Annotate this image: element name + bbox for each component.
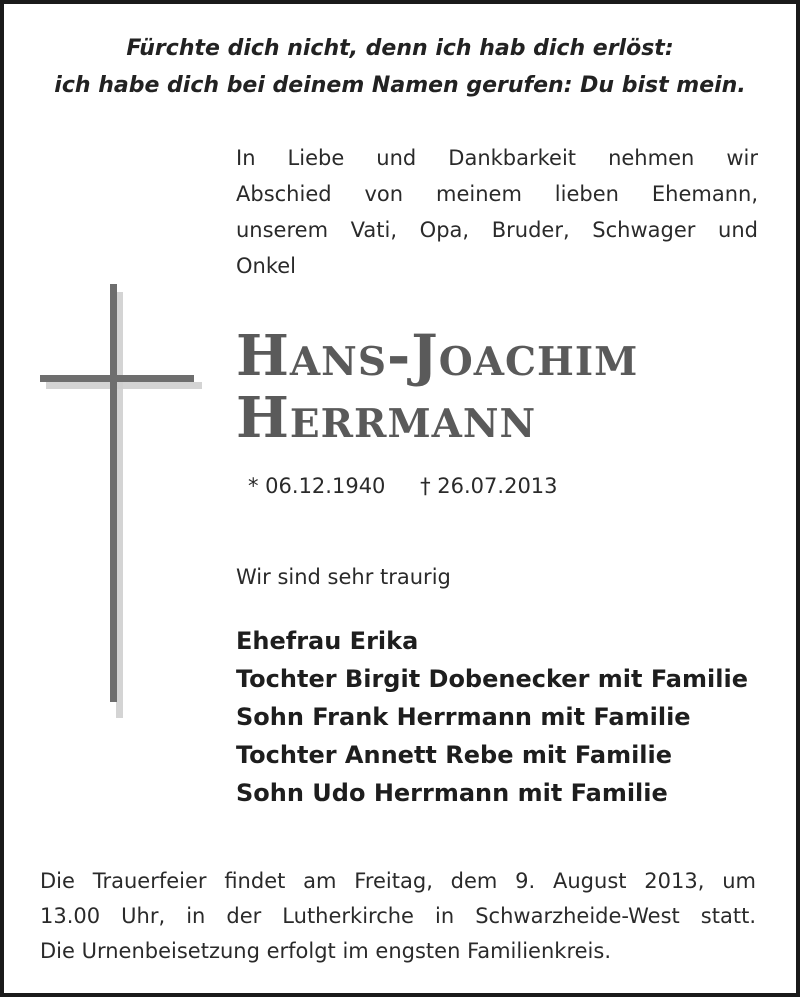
first-name: Hans-Joachim [236, 323, 639, 389]
life-dates [248, 474, 558, 498]
verse-line-1: Fürchte dich nicht, denn ich hab dich erlöst: [126, 36, 674, 61]
notice-line-1: Die Trauerfeier findet am Freitag, dem 9. August 2013, um [40, 869, 756, 893]
verse-line-2: ich habe dich bei deinem Namen gerufen: Du bist mein. [54, 73, 746, 98]
funeral-notice [40, 864, 756, 969]
notice-line-2: 13.00 Uhr, in der Lutherkirche in Schwarzheide-West statt. [40, 904, 756, 928]
intro-line-1: In Liebe und Dankbarkeit nehmen wir [236, 146, 758, 170]
death-date: † 26.07.2013 [420, 474, 558, 498]
intro-text [236, 140, 758, 284]
bible-verse [0, 30, 800, 104]
intro-line-4: Onkel [236, 254, 297, 278]
family-list [236, 622, 748, 812]
family-member: Tochter Birgit Dobenecker mit Familie [236, 665, 748, 693]
cross-icon [38, 282, 208, 722]
birth-date: * 06.12.1940 [248, 474, 386, 498]
family-member: Ehefrau Erika [236, 627, 419, 655]
deceased-name [236, 325, 638, 449]
family-member: Sohn Udo Herrmann mit Familie [236, 779, 668, 807]
family-member: Tochter Annett Rebe mit Familie [236, 741, 673, 769]
intro-line-2: Abschied von meinem lieben Ehemann, [236, 182, 758, 206]
last-name: Herrmann [236, 385, 537, 451]
notice-line-3: Die Urnenbeisetzung erfolgt im engsten Familienkreis. [40, 939, 611, 963]
intro-line-3: unserem Vati, Opa, Bruder, Schwager und [236, 218, 758, 242]
family-member: Sohn Frank Herrmann mit Familie [236, 703, 691, 731]
sorrow-text: Wir sind sehr traurig [236, 565, 451, 589]
